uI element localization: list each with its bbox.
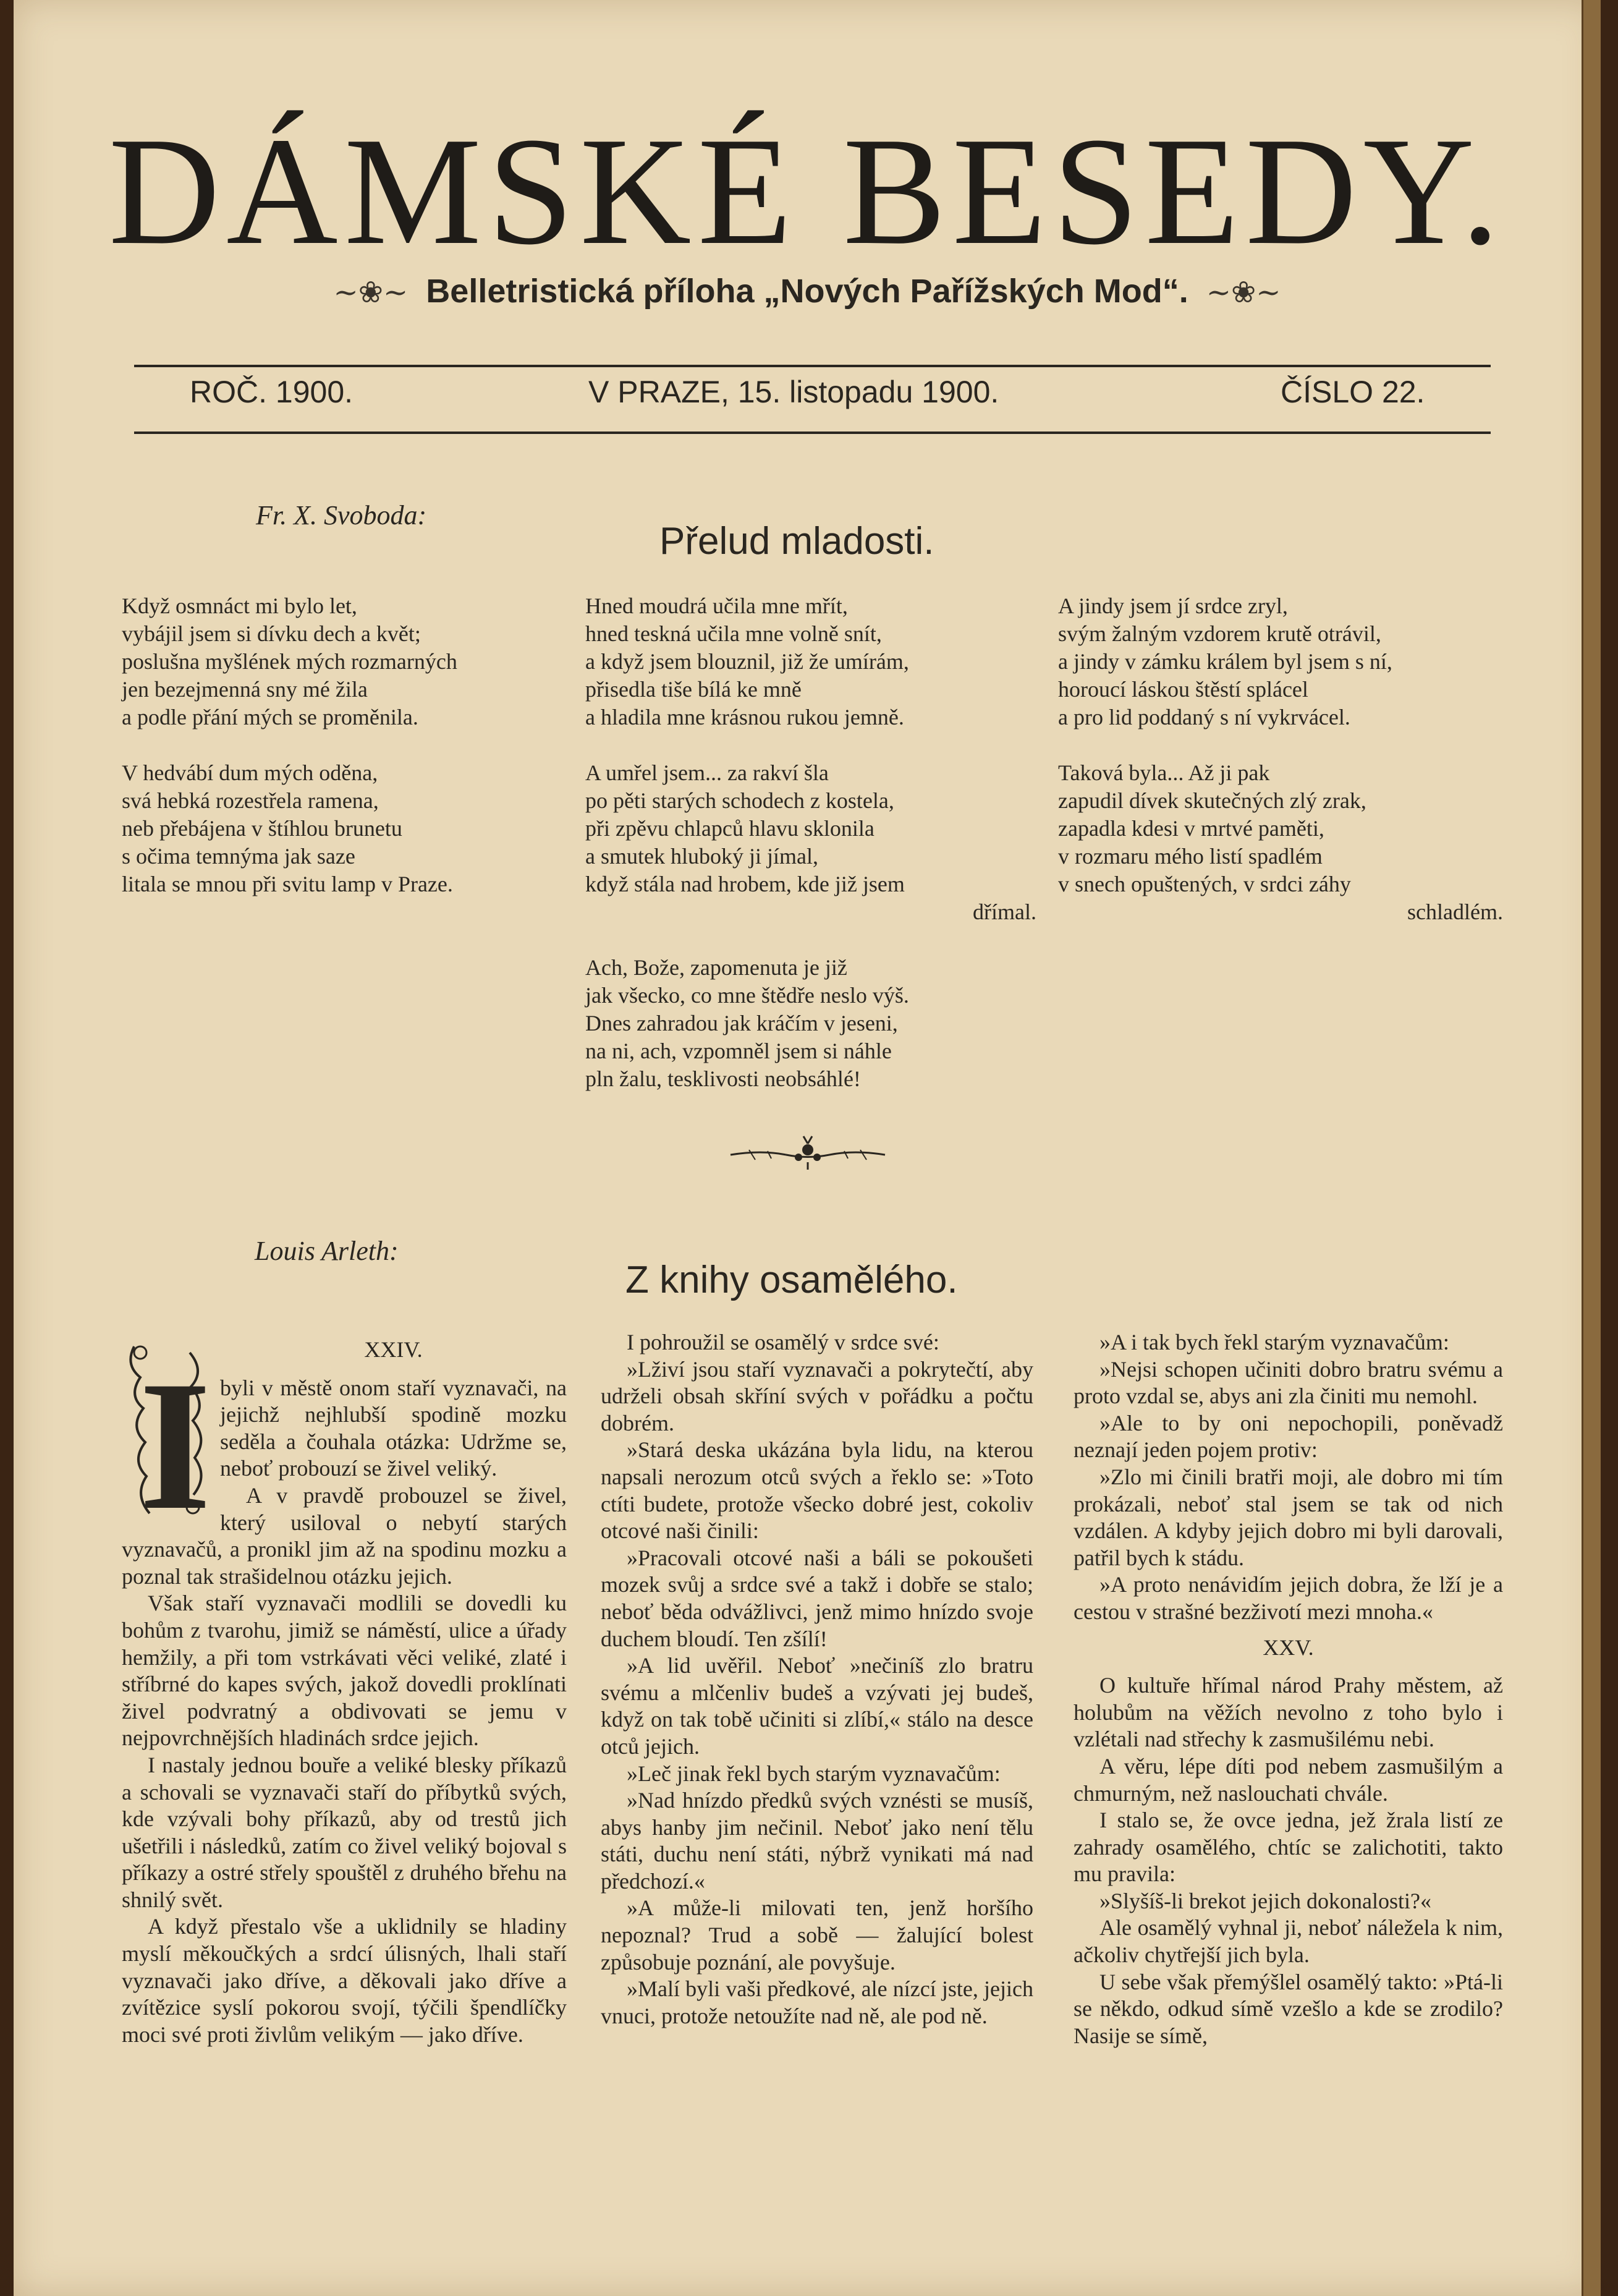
paragraph: Však staří vyznavači modlili se dovedli ku bohům z tvarohu, jimiž se náměstí, ulice a úřady hemžily, a při tom vstrkávati věci veliké, zlaté i stříbrné do kapes svých, jakož dovedli proklínati živel podvratný a obdivovati se jemu v nejpovrchnějších hladinách srdce jejich. bbox=[122, 1591, 567, 1751]
poem-line: po pěti starých schodech z kostela, bbox=[585, 788, 894, 813]
poem-column-2 bbox=[585, 592, 1036, 1121]
poem-line: na ni, ach, vzpomněl jsem si náhle bbox=[585, 1039, 892, 1063]
paragraph: I pohroužil se osamělý v srdce své: bbox=[627, 1330, 939, 1354]
poem-line: jak všecko, co mne štědře neslo výš. bbox=[585, 983, 909, 1008]
paragraph: »Stará deska ukázána byla lidu, na kterou napsali nerozum otců svých a řeklo se: »Toto ctíti budete, protože všecko dobré jest, cokoliv otcové naši činili: bbox=[601, 1437, 1033, 1544]
poem-column-1 bbox=[122, 592, 567, 926]
poem-line: schladlém. bbox=[1407, 899, 1503, 924]
paragraph: »Zlo mi činili bratři moji, ale dobro mi tím prokázali, neboť stal jsem se tak od nich vzdálen. A kdyby jejich dobro mi byli darovali, patřil bych k stádu. bbox=[1074, 1464, 1503, 1570]
issue-date: V PRAZE, 15. listopadu 1900. bbox=[588, 375, 999, 409]
floral-divider-icon bbox=[724, 1131, 891, 1175]
poem-line: horoucí láskou štěstí splácel bbox=[1058, 677, 1308, 702]
poem-line: a když jsem blouznil, již že umírám, bbox=[585, 649, 909, 674]
poem-line: při zpěvu chlapců hlavu sklonila bbox=[585, 816, 875, 841]
story-author: Louis Arleth: bbox=[255, 1236, 399, 1266]
paragraph: »Slyšíš-li brekot jejich dokonalosti?« bbox=[1099, 1888, 1431, 1913]
poem-line: hned teskná učila mne volně snít, bbox=[585, 621, 882, 646]
poem-line: zapadla kdesi v mrtvé paměti, bbox=[1058, 816, 1324, 841]
masthead-title: DÁMSKÉ BESEDY. bbox=[108, 106, 1506, 277]
poem-line: Taková byla... Až ji pak bbox=[1058, 760, 1270, 785]
paragraph: »Nejsi schopen učiniti dobro bratru svému a proto vzdal se, abys ani zla činiti mu nemohl. bbox=[1074, 1356, 1503, 1409]
paragraph: byli v městě onom staří vyznavači, na jejichž nejhlubší spodině mozku seděla a čouhala otázka: Udržme se, neboť probouzí se živel veliký. bbox=[220, 1375, 567, 1481]
section-heading-xxv: XXV. bbox=[1263, 1635, 1314, 1660]
poem-line: s očima temnýma jak saze bbox=[122, 844, 355, 869]
poem-stanza bbox=[585, 759, 1036, 926]
story-title: Z knihy osamělého. bbox=[625, 1259, 958, 1301]
poem-line: Když osmnáct mi bylo let, bbox=[122, 593, 357, 618]
poem-line: dřímal. bbox=[973, 899, 1036, 924]
paragraph: I nastaly jednou bouře a veliké blesky příkazů a schovali se vyznavači staří do příbytků svých, kde vzývali bohy příkazů, aby od trestů jich ušetřili i následků, zatím co živel veliký bojoval s příkazy a ostré střely spouštěl z druhého břehu na shnilý svět. bbox=[122, 1752, 567, 1912]
poem-line: svá hebká rozestřela ramena, bbox=[122, 788, 379, 813]
poem-line: když stála nad hrobem, kde již jsem bbox=[585, 872, 905, 896]
paragraph: »Pracovali otcové naši a báli se pokoušeti mozek svůj a srdce své a takž i dobře se stalo; neboť běda odvážlivci, jenž mimo hnízdo svoje duchem bloudí. Ten zšílí! bbox=[601, 1545, 1033, 1651]
poem-line: zapudil dívek skutečných zlý zrak, bbox=[1058, 788, 1366, 813]
masthead-subtitle-row bbox=[14, 272, 1601, 310]
masthead-subtitle: Belletristická příloha „Nových Pařížských Mod“. bbox=[426, 273, 1188, 310]
poem-line: svým žalným vzdorem krutě otrávil, bbox=[1058, 621, 1381, 646]
poem-line: a hladila mne krásnou rukou jemně. bbox=[585, 705, 904, 729]
paragraph: A když přestalo vše a uklidnily se hladiny myslí měkoučkých a srdcí úlisných, lhali staří vyznavači jako dříve, a děkovali jako dříve a zvítězice syslí pokorou svojí, týčili špendlíčky moci své proti živlům velikým — jako dříve. bbox=[122, 1914, 567, 2047]
issue-number: ČÍSLO 22. bbox=[1281, 375, 1425, 409]
poem-line: pln žalu, tesklivosti neobsáhlé! bbox=[585, 1066, 861, 1091]
poem-author: Fr. X. Svoboda: bbox=[256, 500, 427, 530]
poem-line: a pro lid poddaný s ní vykrvácel. bbox=[1058, 705, 1350, 729]
paragraph: »Nad hnízdo předků svých vznésti se musíš, abys hanby jim nečinil. Neboť jako není tělu státi, duchu není státi, nýbrž vynikati má nad předchozí.« bbox=[601, 1788, 1033, 1894]
poem-line: poslušna myšlének mých rozmarných bbox=[122, 649, 457, 674]
paragraph: »A proto nenávidím jejich dobra, že lží je a cestou v strašné bezživotí mezi mnoha.« bbox=[1074, 1572, 1503, 1624]
issue-year: ROČ. 1900. bbox=[190, 375, 354, 409]
poem-line: a jindy v zámku králem byl jsem s ní, bbox=[1058, 649, 1392, 674]
poem-stanza bbox=[122, 592, 567, 731]
paragraph: A v pravdě probouzel se živel, který usiloval o nebytí starých vyznavačů, a pronikl jim až na spodinu mozku a poznal tak strašidelnou otázku jejich. bbox=[122, 1482, 567, 1589]
poem-stanza bbox=[122, 759, 567, 898]
poem-column-3 bbox=[1058, 592, 1503, 954]
top-rule bbox=[134, 365, 1491, 367]
poem-line: Hned moudrá učila mne mřít, bbox=[585, 593, 848, 618]
bottom-rule bbox=[134, 432, 1491, 434]
poem-stanza bbox=[585, 954, 1036, 1093]
paragraph: O kultuře hřímal národ Prahy městem, až holubům na věžích nevolno z toho bylo i vzlétali nad střechy k zasmušilému nebi. bbox=[1074, 1673, 1503, 1752]
story-column-2 bbox=[601, 1329, 1033, 2030]
poem-line: A jindy jsem jí srdce zryl, bbox=[1058, 593, 1288, 618]
right-flourish-icon: ~❀~ bbox=[1206, 275, 1281, 310]
poem-line: a podle přání mých se proměnila. bbox=[122, 705, 418, 729]
poem-line: přisedla tiše bílá ke mně bbox=[585, 677, 802, 702]
poem-line: Ach, Bože, zapomenuta je již bbox=[585, 955, 847, 980]
paragraph: »A i tak bych řekl starým vyznavačům: bbox=[1099, 1330, 1449, 1354]
story-column-1 bbox=[122, 1328, 567, 2048]
paragraph: »A může-li milovati ten, jenž horšího nepoznal? Trud a sobě — žalující bolest způsobuje poznání, ale povyšuje. bbox=[601, 1895, 1033, 1975]
poem-line: A umřel jsem... za rakví šla bbox=[585, 760, 829, 785]
poem-stanza bbox=[1058, 592, 1503, 731]
left-flourish-icon: ~❀~ bbox=[333, 275, 409, 310]
poem-stanza bbox=[585, 592, 1036, 731]
paragraph: A věru, lépe díti pod nebem zasmušilým a chmurným, než naslouchati chvále. bbox=[1074, 1753, 1503, 1806]
paragraph: »Leč jinak řekl bych starým vyznavačům: bbox=[627, 1761, 1001, 1786]
story-column-3 bbox=[1074, 1329, 1503, 2049]
paragraph: »Malí byli vaši předkové, ale nízcí jste, jejich vnuci, protože netoužíte nad ně, ale pod ně. bbox=[601, 1976, 1033, 2028]
scanned-page bbox=[14, 0, 1601, 2296]
paragraph: U sebe však přemýšlel osamělý takto: »Ptá-li se někdo, odkud símě vzešlo a kde se zrodilo? Nasije se símě, bbox=[1074, 1969, 1503, 2048]
paragraph: »Lživí jsou staří vyznavači a pokrytečtí, aby udrželi obsah skříní svých v pořádku a počtu dobrém. bbox=[601, 1356, 1033, 1435]
dropcap-ornament bbox=[122, 1328, 211, 1548]
poem-line: Dnes zahradou jak kráčím v jeseni, bbox=[585, 1011, 898, 1035]
dropcap-letter: I bbox=[139, 1343, 211, 1548]
poem-line: neb přebájena v štíhlou brunetu bbox=[122, 816, 402, 841]
poem-line: vybájil jsem si dívku dech a květ; bbox=[122, 621, 421, 646]
poem-line: jen bezejmenná sny mé žila bbox=[122, 677, 368, 702]
paragraph: I stalo se, že ovce jedna, jež žrala listí ze zahrady osamělého, chtíc se zalichotiti, takto mu pravila: bbox=[1074, 1808, 1503, 1887]
poem-title: Přelud mladosti. bbox=[659, 520, 934, 563]
poem-line: litala se mnou při svitu lamp v Praze. bbox=[122, 872, 453, 896]
paragraph: »A lid uvěřil. Neboť »nečiníš zlo bratru svému a mlčenliv budeš a vzývati jej budeš, když on tak tobě učiniti si zlíbí,« stálo na desce otců jejich. bbox=[601, 1653, 1033, 1759]
poem-line: a smutek hluboký ji jímal, bbox=[585, 844, 818, 869]
poem-line: V hedvábí dum mých oděna, bbox=[122, 760, 378, 785]
book-binding-edge bbox=[1582, 0, 1601, 2296]
poem-line: v snech opuštených, v srdci záhy bbox=[1058, 872, 1351, 896]
poem-line: v rozmaru mého listí spadlém bbox=[1058, 844, 1323, 869]
poem-stanza bbox=[1058, 759, 1503, 926]
paragraph: Ale osamělý vyhnal ji, neboť náležela k nim, ačkoliv chytřejší jich byla. bbox=[1074, 1915, 1503, 1968]
section-heading-xxiv: XXIV. bbox=[364, 1337, 423, 1362]
paragraph: »Ale to by oni nepochopili, poněvadž neznají jeden pojem protiv: bbox=[1074, 1410, 1503, 1463]
